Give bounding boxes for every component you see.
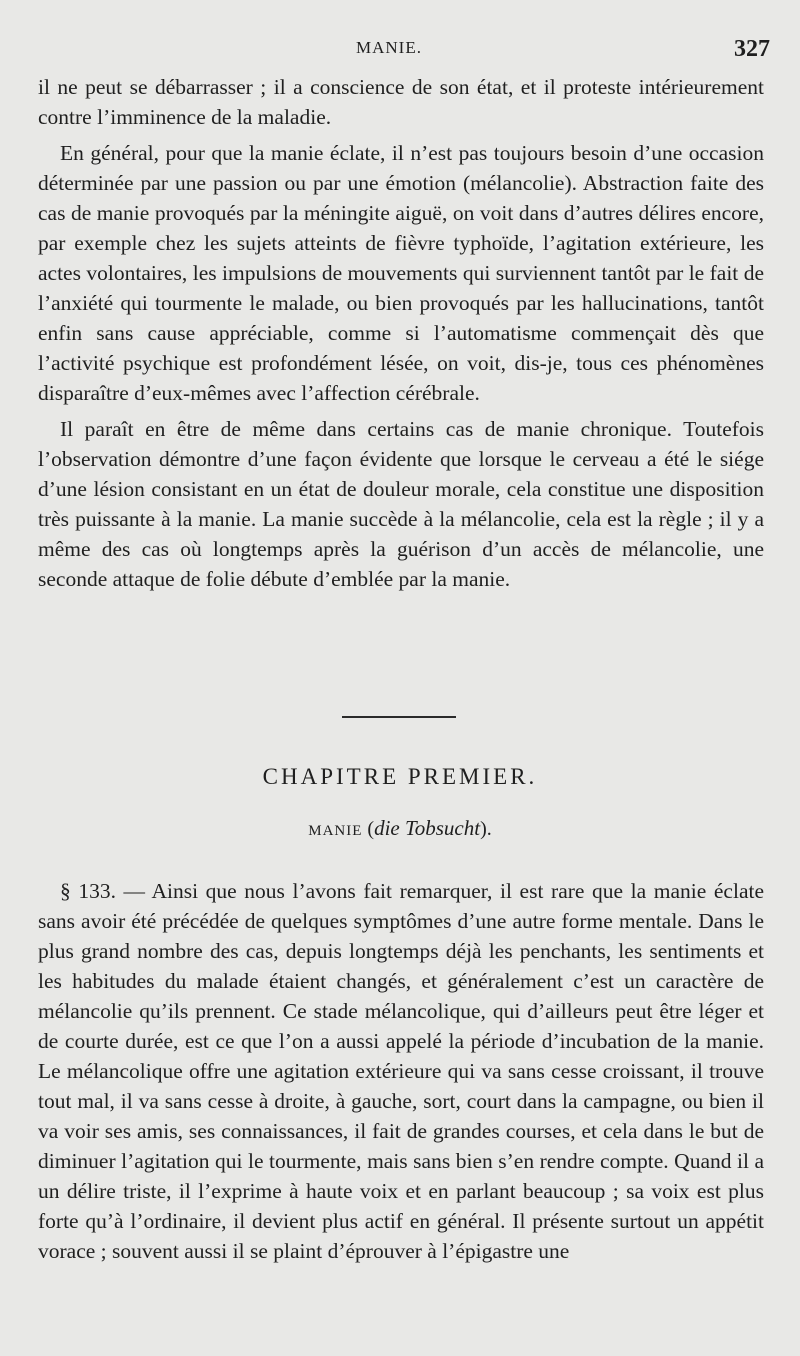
section-divider bbox=[342, 716, 456, 718]
chapter-title: CHAPITRE PREMIER. bbox=[262, 764, 538, 789]
page-header bbox=[48, 36, 770, 66]
running-head: MANIE. bbox=[356, 38, 422, 57]
body-text-top bbox=[38, 72, 764, 594]
section-open-paren: ( bbox=[362, 818, 375, 840]
section-title bbox=[0, 816, 800, 841]
section-label: MANIE bbox=[308, 823, 363, 839]
paragraph-3: Il paraît en être de même dans certains cas de manie chronique. Toutefois l’observation démontre d’une façon évidente que lorsque le cerveau a été le siége d’une lésion consistant en un état de douleur morale, cela constitue une disposition très puissante à la manie. La manie succède à la mélancolie, cela est la règle ; il y a même des cas où longtemps après la guérison d’un accès de mélancolie, une seconde attaque de folie débute d’emblée par la manie. bbox=[38, 417, 764, 591]
paragraph-2: En général, pour que la manie éclate, il n’est pas toujours besoin d’une occasion déterminée par une passion ou par une émotion (mélancolie). Abstraction faite des cas de manie provoqués par la méningite aiguë, on voit dans d’autres délires encore, par exemple chez les sujets atteints de fièvre typhoïde, l’agitation extérieure, les actes volontaires, les impulsions de mouvements qui surviennent tantôt par le fait de l’anxiété qui tourmente le malade, ou bien provoqués par les hallucinations, tantôt enfin sans cause appréciable, comme si l’automatisme commençait dès que l’activité psychique est profondément lésée, on voit, dis-je, tous ces phénomènes disparaître d’eux-mêmes avec l’affection cérébrale. bbox=[38, 141, 764, 405]
body-text-bottom bbox=[38, 876, 764, 1266]
paragraph-section-133: § 133. — Ainsi que nous l’avons fait remarquer, il est rare que la manie éclate sans avoir été précédée de quelques symptômes d’une autre forme mentale. Dans le plus grand nombre des cas, depuis longtemps déjà les penchants, les sentiments et les habitudes du malade étaient changés, et généralement c’est un caractère de mélancolie qu’ils prennent. Ce stade mélancolique, qui d’ailleurs peut être léger et de courte durée, est ce que l’on a aussi appelé la période d’incubation de la manie. Le mélancolique offre une agitation extérieure qui va sans cesse croissant, il trouve tout mal, il va sans cesse à droite, à gauche, sort, court dans la campagne, ou bien il va voir ses amis, ses connaissances, il fait de grandes courses, et cela dans le but de diminuer l’agitation qui le tourmente, mais sans bien s’en rendre compte. Quand il a un délire triste, il l’exprime à haute voix et en parlant beaucoup ; sa voix est plus forte qu’à l’ordinaire, il devient plus actif en général. Il présente surtout un appétit vorace ; souvent aussi il se plaint d’éprouver à l’épigastre une bbox=[38, 879, 764, 1263]
paragraph-1: il ne peut se débarrasser ; il a conscience de son état, et il proteste intérieurement contre l’imminence de la maladie. bbox=[38, 75, 764, 129]
section-german-term: die Tobsucht bbox=[374, 816, 481, 840]
page-number: 327 bbox=[734, 36, 770, 62]
section-close-paren: ). bbox=[480, 818, 492, 840]
